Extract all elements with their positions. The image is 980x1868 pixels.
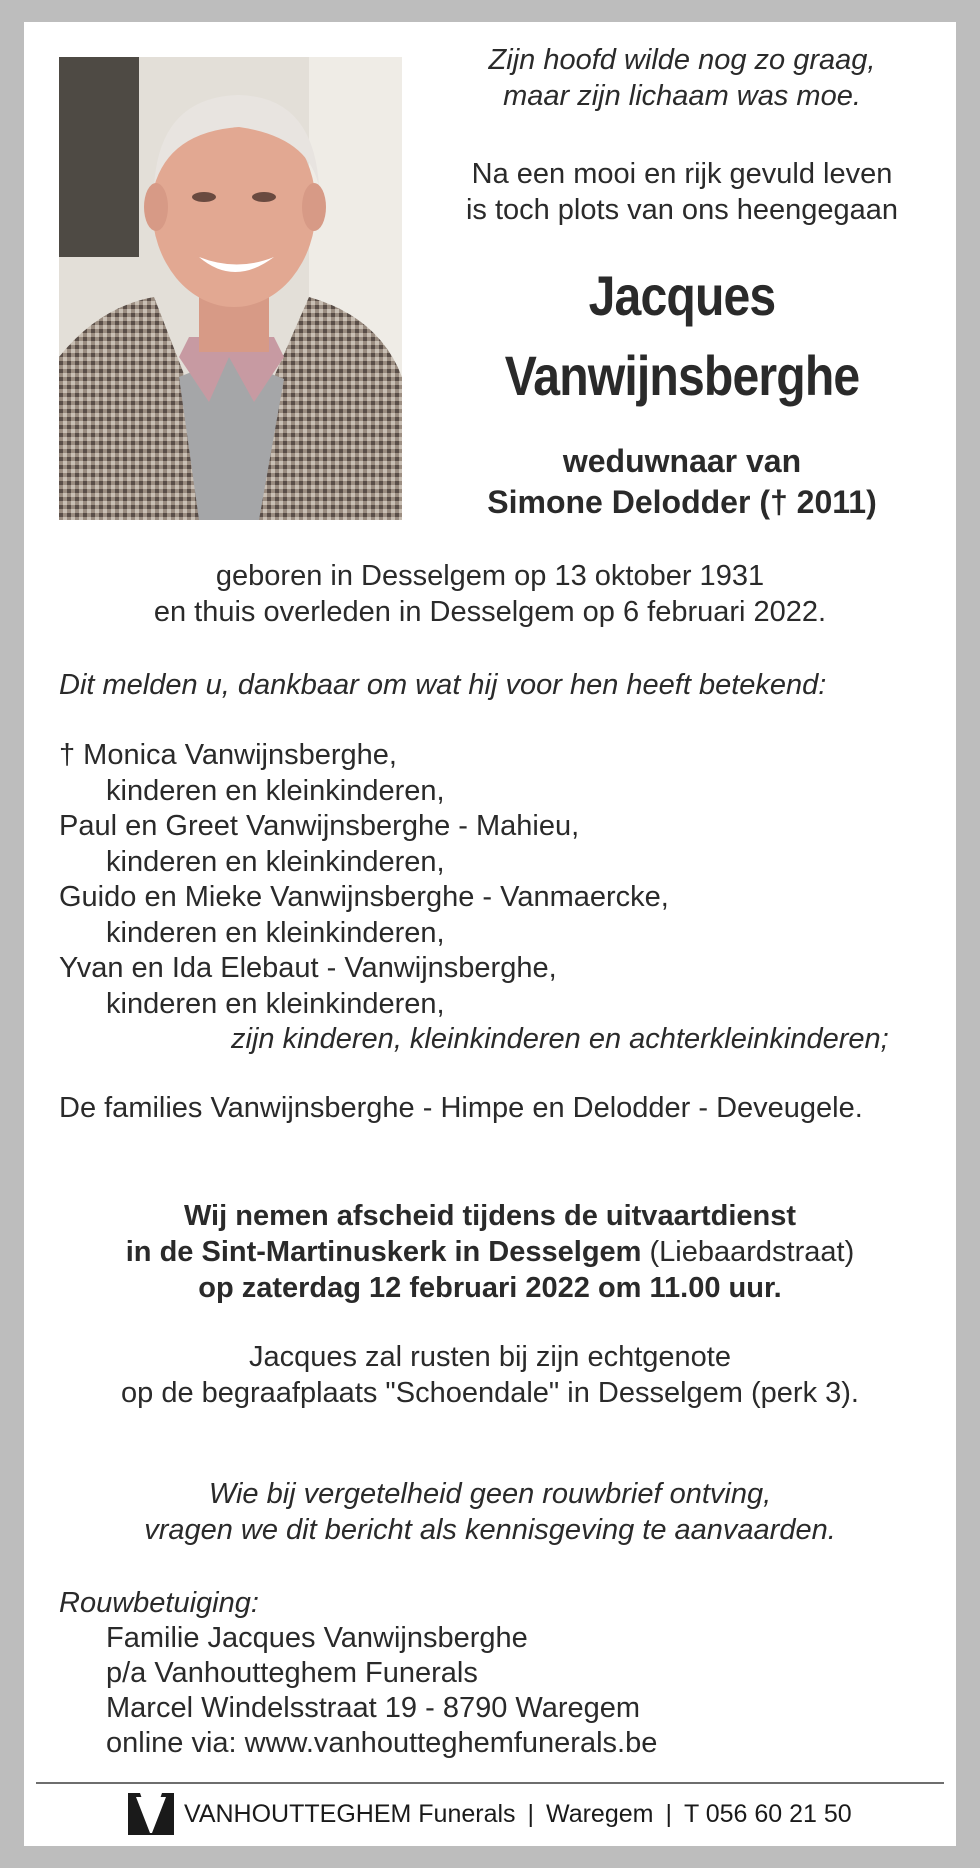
footer-separator: | (665, 1799, 672, 1828)
service-street: (Liebaardstraat) (641, 1236, 855, 1268)
family-member-sub: kinderen en kleinkinderen, (106, 845, 445, 878)
family-member-name: † Monica Vanwijnsberghe, (59, 739, 397, 771)
family-list (59, 738, 889, 1058)
family-member-sub: kinderen en kleinkinderen, (106, 916, 445, 949)
intro-line-1: Na een mooi en rijk gevuld leven (471, 158, 893, 190)
service-line-1: Wij nemen afscheid tijdens de uitvaartdienst (183, 1200, 797, 1232)
deceased-first-name: Jacques (588, 264, 776, 327)
footer-divider (36, 1782, 944, 1784)
family-closing: zijn kinderen, kleinkinderen en achterkleinkinderen; (231, 1023, 889, 1055)
footer (128, 1792, 852, 1836)
spouse-line-1: weduwnaar van (562, 443, 802, 479)
condolences (59, 1586, 657, 1761)
deceased-last-name: Vanwijnsberghe (504, 344, 860, 407)
burial-line-2: op de begraafplaats "Schoendale" in Desselgem (perk 3). (121, 1377, 859, 1409)
funeral-service (40, 1198, 940, 1306)
intro-text (404, 156, 960, 228)
notice-note (40, 1476, 940, 1548)
service-church: in de Sint-Martinuskerk in Desselgem (125, 1236, 642, 1268)
footer-company: VANHOUTTEGHEM Funerals (184, 1799, 516, 1828)
spouse-line-2: Simone Delodder († 2011) (487, 484, 877, 520)
condolences-line-2: p/a Vanhoutteghem Funerals (106, 1657, 478, 1689)
extended-families: De families Vanwijnsberghe - Himpe en Delodder - Deveugele. (59, 1092, 863, 1124)
footer-phone: T 056 60 21 50 (683, 1799, 852, 1828)
spouse-info (404, 441, 960, 523)
family-member-name: Paul en Greet Vanwijnsberghe - Mahieu, (59, 810, 580, 842)
death-line: en thuis overleden in Desselgem op 6 februari 2022. (153, 596, 827, 628)
family-member-sub: kinderen en kleinkinderen, (106, 774, 445, 807)
condolences-line-3: Marcel Windelsstraat 19 - 8790 Waregem (106, 1692, 641, 1724)
burial-line-1: Jacques zal rusten bij zijn echtgenote (248, 1341, 731, 1373)
quote (404, 42, 960, 114)
family-member-sub: kinderen en kleinkinderen, (106, 987, 445, 1020)
condolences-line-1: Familie Jacques Vanwijnsberghe (106, 1622, 528, 1654)
intro-line-2: is toch plots van ons heengegaan (465, 194, 899, 226)
condolences-title: Rouwbetuiging: (59, 1587, 259, 1619)
condolences-online: online via: www.vanhoutteghemfunerals.be (106, 1727, 658, 1759)
footer-city: Waregem (546, 1799, 654, 1828)
announcement: Dit melden u, dankbaar om wat hij voor hen heeft betekend: (59, 669, 827, 701)
portrait-photo (59, 57, 402, 520)
life-dates (40, 558, 940, 630)
note-line-2: vragen we dit bericht als kennisgeving te aanvaarden. (144, 1514, 836, 1546)
burial-info (40, 1339, 940, 1411)
note-line-1: Wie bij vergetelheid geen rouwbrief ontving, (208, 1478, 772, 1510)
quote-line-2: maar zijn lichaam was moe. (503, 80, 861, 112)
birth-line: geboren in Desselgem op 13 oktober 1931 (215, 560, 765, 592)
vanhoutteghem-logo-icon (128, 1793, 174, 1835)
quote-line-1: Zijn hoofd wilde nog zo graag, (488, 44, 876, 76)
service-date: op zaterdag 12 februari 2022 om 11.00 uur. (198, 1272, 782, 1304)
family-member-name: Yvan en Ida Elebaut - Vanwijnsberghe, (59, 952, 557, 984)
family-member-name: Guido en Mieke Vanwijnsberghe - Vanmaercke, (59, 881, 669, 913)
footer-separator: | (527, 1799, 535, 1828)
